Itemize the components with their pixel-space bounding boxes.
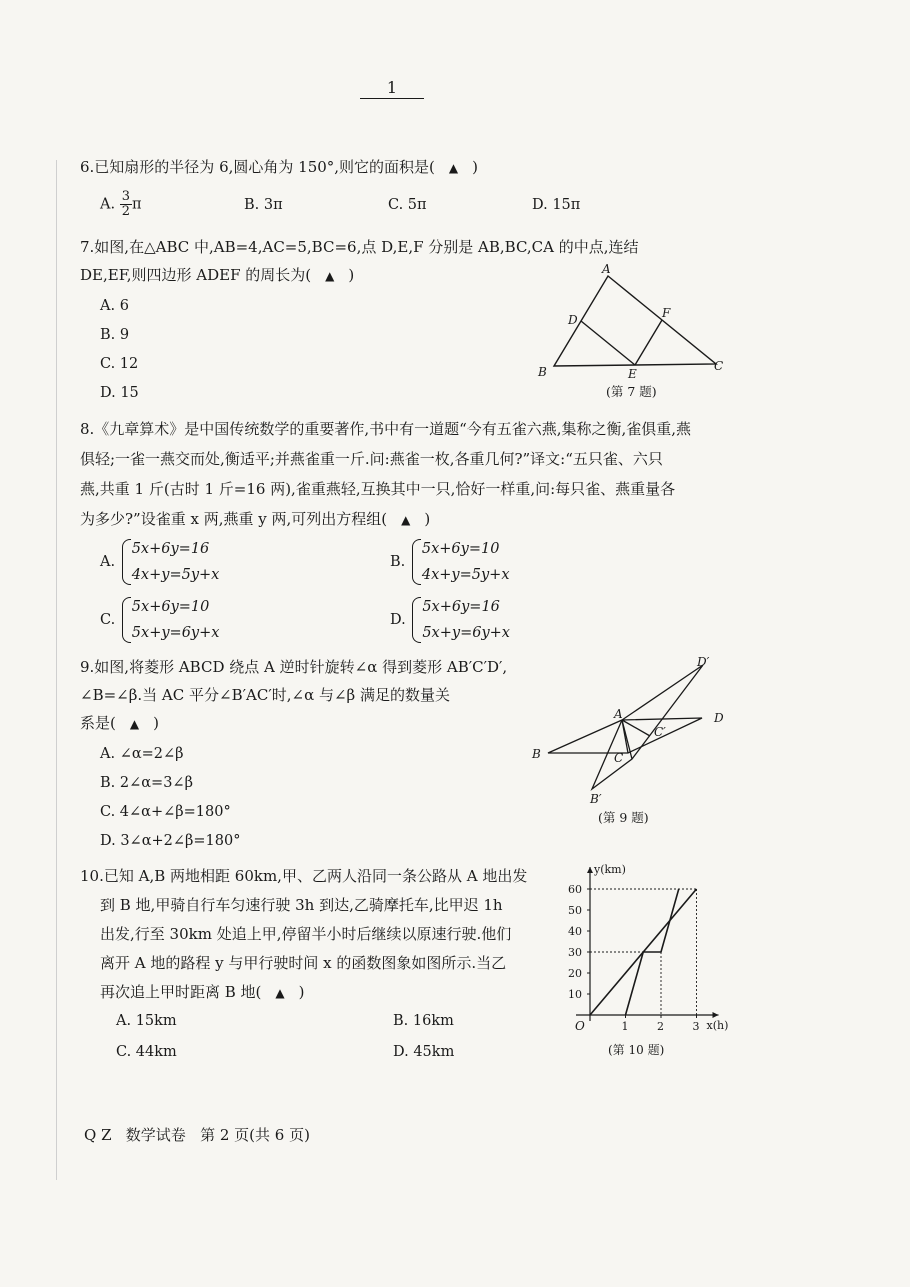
segment-a-c-prime xyxy=(622,720,650,736)
q6-option-c: C. 5π xyxy=(388,197,427,213)
question-7-line1: 7.如图,在△ABC 中,AB=4,AC=5,BC=6,点 D,E,F 分别是 AB,BC,CA 的中点,连结 xyxy=(80,238,639,256)
question-9-line1: 9.如图,将菱形 ABCD 绕点 A 逆时针旋转∠α 得到菱形 AB′C′D′, xyxy=(80,658,508,676)
q9-figure xyxy=(528,652,748,832)
q7-option-c: C. 12 xyxy=(100,356,139,372)
question-9-line3 xyxy=(80,708,159,739)
question-7-line2 xyxy=(80,260,354,291)
q7-option-d: D. 15 xyxy=(100,385,139,401)
y-tick-label: 20 xyxy=(568,967,582,980)
q7-option-a: A. 6 xyxy=(100,298,129,314)
label-b-prime: B′ xyxy=(590,792,602,806)
x-axis-label: x(h) xyxy=(706,1019,729,1032)
q9-option-d: D. 3∠α+2∠β=180° xyxy=(100,833,241,849)
q8-option-a xyxy=(100,536,219,588)
q10-caption: (第 10 题) xyxy=(608,1043,665,1057)
q6-a-label: A. xyxy=(100,196,116,213)
q6-close: ) xyxy=(472,158,479,176)
label-d: D xyxy=(568,313,578,327)
q7-close: ) xyxy=(348,266,355,284)
series-line-yi xyxy=(626,889,679,1015)
q7-option-b: B. 9 xyxy=(100,327,130,343)
q10-line5-text: 再次追上甲时距离 B 地( xyxy=(100,983,262,1001)
scan-edge xyxy=(56,160,57,1180)
label-b: B xyxy=(532,747,541,761)
q7-line2-text: DE,EF,则四边形 ADEF 的周长为( xyxy=(80,266,312,284)
q9-option-b: B. 2∠α=3∠β xyxy=(100,775,193,791)
y-axis-label: y(km) xyxy=(594,863,626,876)
q8-line4-text: 为多少?”设雀重 x 两,燕重 y 两,可列出方程组( xyxy=(80,510,388,528)
x-axis-arrow-icon xyxy=(713,1012,719,1018)
answer-marker-icon: ▲ xyxy=(275,986,285,1000)
q9-option-c: C. 4∠α+∠β=180° xyxy=(100,804,231,820)
q9-option-a: A. ∠α=2∠β xyxy=(100,746,184,762)
question-10-line5 xyxy=(100,977,305,1008)
fraction-3-2: $\frac{3}{2}$ xyxy=(121,189,130,219)
q6-stem: 6.已知扇形的半径为 6,圆心角为 150°,则它的面积是( xyxy=(80,158,435,176)
q9-line3-text: 系是( xyxy=(80,714,116,732)
q7-caption: (第 7 题) xyxy=(606,384,657,399)
y-tick-label: 60 xyxy=(568,883,582,896)
q10-option-a: A. 15km xyxy=(116,1013,177,1029)
q10-close: ) xyxy=(298,983,305,1001)
q8-option-d xyxy=(390,594,510,646)
question-8-line3: 燕,共重 1 斤(古时 1 斤=16 两),雀重燕轻,互换其中一只,恰好一样重,问:每只雀、燕重量各 xyxy=(80,480,676,498)
question-10-line1: 10.已知 A,B 两地相距 60km,甲、乙两人沿同一条公路从 A 地出发 xyxy=(80,867,528,885)
q10-option-b: B. 16km xyxy=(393,1013,454,1029)
q8-d-label: D. xyxy=(390,612,406,628)
triangle-abc xyxy=(554,276,716,366)
question-8-line2: 俱轻;一雀一燕交而处,衡适平;并燕雀重一斤.问:燕雀一枚,各重几何?”译文:“五只雀、六只 xyxy=(80,450,663,468)
q9-caption: (第 9 题) xyxy=(598,810,649,825)
label-d-prime: D′ xyxy=(697,655,710,669)
label-c: C xyxy=(614,751,624,765)
label-c-prime: C′ xyxy=(654,725,666,739)
x-tick-label: 2 xyxy=(657,1020,664,1033)
y-tick-label: 50 xyxy=(568,904,582,917)
label-a: A xyxy=(602,262,611,276)
answer-marker-icon: ▲ xyxy=(448,161,459,175)
q8-close: ) xyxy=(424,510,431,528)
question-10-line4: 离开 A 地的路程 y 与甲行驶时间 x 的函数图象如图所示.当乙 xyxy=(100,954,507,972)
question-10-line3: 出发,行至 30km 处追上甲,停留半小时后继续以原速行驶.他们 xyxy=(100,925,512,943)
x-tick-label: 3 xyxy=(692,1020,700,1033)
answer-marker-icon: ▲ xyxy=(401,513,411,527)
y-tick-label: 30 xyxy=(568,946,582,959)
q8-option-b xyxy=(390,536,510,588)
q8-a-label: A. xyxy=(100,554,116,570)
segment-ef xyxy=(635,320,662,365)
equation-system: 5x+6y=16 5x+y=6y+x xyxy=(410,594,510,646)
answer-marker-icon: ▲ xyxy=(129,717,140,731)
question-10-line2: 到 B 地,甲骑自行车匀速行驶 3h 到达,乙骑摩托车,比甲迟 1h xyxy=(100,896,503,914)
question-8-line1: 8.《九章算术》是中国传统数学的重要著作,书中有一道题“今有五雀六燕,集称之衡,雀俱重,燕 xyxy=(80,420,692,438)
question-6 xyxy=(80,152,478,183)
q10-option-d: D. 45km xyxy=(393,1044,455,1060)
q10-option-c: C. 44km xyxy=(116,1044,177,1060)
label-d: D xyxy=(714,711,724,725)
q6-option-b: B. 3π xyxy=(244,197,283,213)
y-tick-label: 40 xyxy=(568,925,582,938)
header-mark: 1 xyxy=(360,80,424,99)
q6-a-pi: π xyxy=(131,196,142,213)
page-footer: Q Z 数学试卷 第 2 页(共 6 页) xyxy=(84,1126,310,1144)
q8-b-label: B. xyxy=(390,554,406,570)
question-8-line4 xyxy=(80,504,430,535)
q8-c-label: C. xyxy=(100,612,116,628)
answer-marker-icon: ▲ xyxy=(325,269,335,283)
label-a: A xyxy=(614,707,623,721)
label-f: F xyxy=(662,306,671,320)
q9-close: ) xyxy=(153,714,159,732)
label-e: E xyxy=(628,367,637,381)
q10-chart xyxy=(556,852,736,1062)
rhombus-ab-c-d-prime xyxy=(592,665,703,789)
equation-system: 5x+6y=16 4x+y=5y+x xyxy=(120,536,220,588)
segment-de xyxy=(581,321,635,365)
y-axis-arrow-icon xyxy=(587,867,593,873)
label-c: C xyxy=(714,359,724,373)
equation-system: 5x+6y=10 4x+y=5y+x xyxy=(410,536,510,588)
q7-figure xyxy=(530,262,730,402)
equation-system: 5x+6y=10 5x+y=6y+x xyxy=(120,594,220,646)
label-b: B xyxy=(538,365,547,379)
q6-option-d: D. 15π xyxy=(532,197,581,213)
question-9-line2: ∠B=∠β.当 AC 平分∠B′AC′时,∠α 与∠β 满足的数量关 xyxy=(80,686,450,704)
q6-option-a xyxy=(100,190,142,219)
origin-label: O xyxy=(575,1019,585,1033)
y-tick-label: 10 xyxy=(568,988,582,1001)
q8-option-c xyxy=(100,594,219,646)
x-tick-label: 1 xyxy=(621,1020,629,1033)
